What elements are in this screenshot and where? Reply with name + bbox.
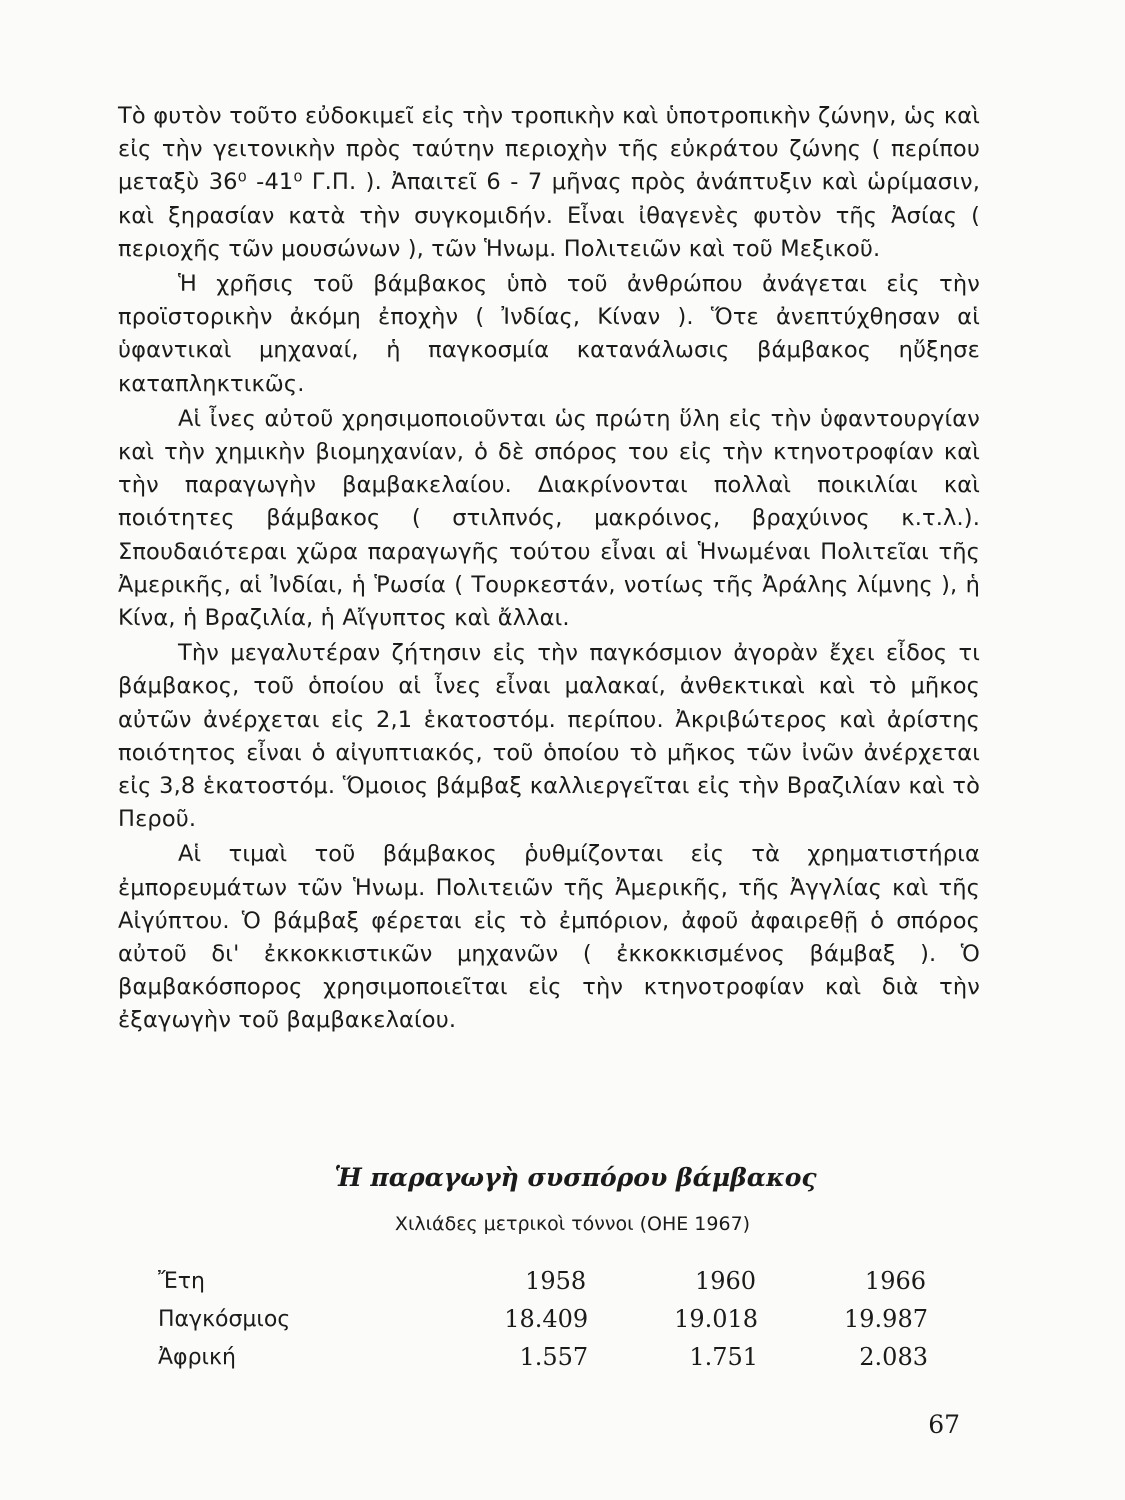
body-text bbox=[118, 100, 980, 1040]
table-header-row bbox=[158, 1262, 928, 1300]
value-cell: 18.409 bbox=[504, 1305, 589, 1333]
year-cell: 1960 bbox=[695, 1267, 757, 1295]
table-title: Ἡ παραγωγὴ συσπόρου βάμβακος bbox=[334, 1163, 817, 1192]
row-label: Ἀφρική bbox=[158, 1344, 236, 1370]
value-cell: 1.557 bbox=[519, 1343, 589, 1371]
value-cell: 2.083 bbox=[859, 1343, 928, 1371]
table-row bbox=[158, 1338, 928, 1376]
paragraph-5: Αἱ τιμαὶ τοῦ βάμβακος ῥυθμίζονται εἰς τὰ χρηματιστήρια ἐμπορευμάτων τῶν Ἡνωμ. Πολιτειῶν τῆς Ἀμερικῆς, τῆς Ἀγγλίας καὶ τῆς Αἰγύπτου. Ὁ βάμβαξ φέρεται εἰς τὸ ἐμπόριον, ἀφοῦ ἀφαιρεθῇ ὁ σπόρος αὐτοῦ δι' ἐκκοκκιστικῶν μηχανῶν ( ἐκκοκκισμένος βάμβαξ ). Ὁ βαμβακόσπορος χρησιμοποιεῖται εἰς τὴν κτηνοτροφίαν καὶ διὰ τὴν ἐξαγωγὴν τοῦ βαμβακελαίου. bbox=[118, 841, 980, 1034]
page-number: 67 bbox=[928, 1410, 960, 1439]
year-cell: 1958 bbox=[525, 1267, 587, 1295]
paragraph-3: Αἱ ἶνες αὐτοῦ χρησιμοποιοῦνται ὡς πρώτη ὕλη εἰς τὴν ὑφαντουργίαν καὶ τὴν χημικὴν βιομηχανίαν, ὁ δὲ σπόρος του εἰς τὴν κτηνοτροφίαν καὶ τὴν παραγωγὴν βαμβακελαίου. Διακρίνονται πολλαὶ ποικιλίαι καὶ ποιότητες βάμβακος ( στιλπνός, μακρόινος, βραχύινος κ.τ.λ.). Σπουδαιότεραι χῶρα παραγωγῆς τούτου εἶναι αἱ Ἡνωμέναι Πολιτεῖαι τῆς Ἀμερικῆς, αἱ Ἰνδίαι, ἡ Ῥωσία ( Τουρκεστάν, νοτίως τῆς Ἀράλης λίμνης ), ἡ Κίνα, ἡ Βραζιλία, ἡ Αἴγυπτος καὶ ἄλλαι. bbox=[118, 405, 980, 632]
value-cell: 19.987 bbox=[844, 1305, 928, 1333]
paragraph-2: Ἡ χρῆσις τοῦ βάμβακος ὑπὸ τοῦ ἀνθρώπου ἀνάγεται εἰς τὴν προϊστορικὴν ἀκόμη ἐποχὴν ( Ἰνδίας, Κίναν ). Ὅτε ἀνεπτύχθησαν αἱ ὑφαντικαὶ μηχαναί, ἡ παγκοσμία κατανάλωσις βάμβακος ηὔξησε καταπληκτικῶς. bbox=[118, 271, 980, 397]
row-label: Παγκόσμιος bbox=[158, 1306, 291, 1332]
paragraph-1: Τὸ φυτὸν τοῦτο εὐδοκιμεῖ εἰς τὴν τροπικὴν καὶ ὑποτροπικὴν ζώνην, ὡς καὶ εἰς τὴν γειτονικὴν πρὸς ταύτην περιοχὴν τῆς εὐκράτου ζώνης ( περίπου μεταξὺ 36⁰ -41⁰ Γ.Π. ). Ἀπαιτεῖ 6 - 7 μῆνας πρὸς ἀνάπτυξιν καὶ ὡρίμασιν, καὶ ξηρασίαν κατὰ τὴν συγκομιδήν. Εἶναι ἰθαγενὲς φυτὸν τῆς Ἀσίας ( περιοχῆς τῶν μουσώνων ), τῶν Ἡνωμ. Πολιτειῶν καὶ τοῦ Μεξικοῦ. bbox=[118, 103, 980, 262]
table-row bbox=[158, 1300, 928, 1338]
paragraph-4: Τὴν μεγαλυτέραν ζήτησιν εἰς τὴν παγκόσμιον ἀγορὰν ἔχει εἶδος τι βάμβακος, τοῦ ὁποίου αἱ ἶνες εἶναι μαλακαί, ἀνθεκτικαὶ καὶ τὸ μῆκος αὐτῶν ἀνέρχεται εἰς 2,1 ἑκατοστόμ. περίπου. Ἀκριβώτερος καὶ ἀρίστης ποιότητος εἶναι ὁ αἰγυπτιακός, τοῦ ὁποίου τὸ μῆκος τῶν ἰνῶν ἀνέρχεται εἰς 3,8 ἑκατοστόμ. Ὅμοιος βάμβαξ καλλιεργεῖται εἰς τὴν Βραζιλίαν καὶ τὸ Περοῦ. bbox=[118, 640, 980, 833]
production-table bbox=[158, 1262, 928, 1376]
table-subtitle: Χιλιάδες μετρικοὶ τόννοι (ΟΗΕ 1967) bbox=[394, 1213, 751, 1235]
value-cell: 19.018 bbox=[674, 1305, 759, 1333]
header-label: Ἔτη bbox=[158, 1268, 205, 1294]
value-cell: 1.751 bbox=[689, 1343, 759, 1371]
year-cell: 1966 bbox=[864, 1267, 926, 1295]
